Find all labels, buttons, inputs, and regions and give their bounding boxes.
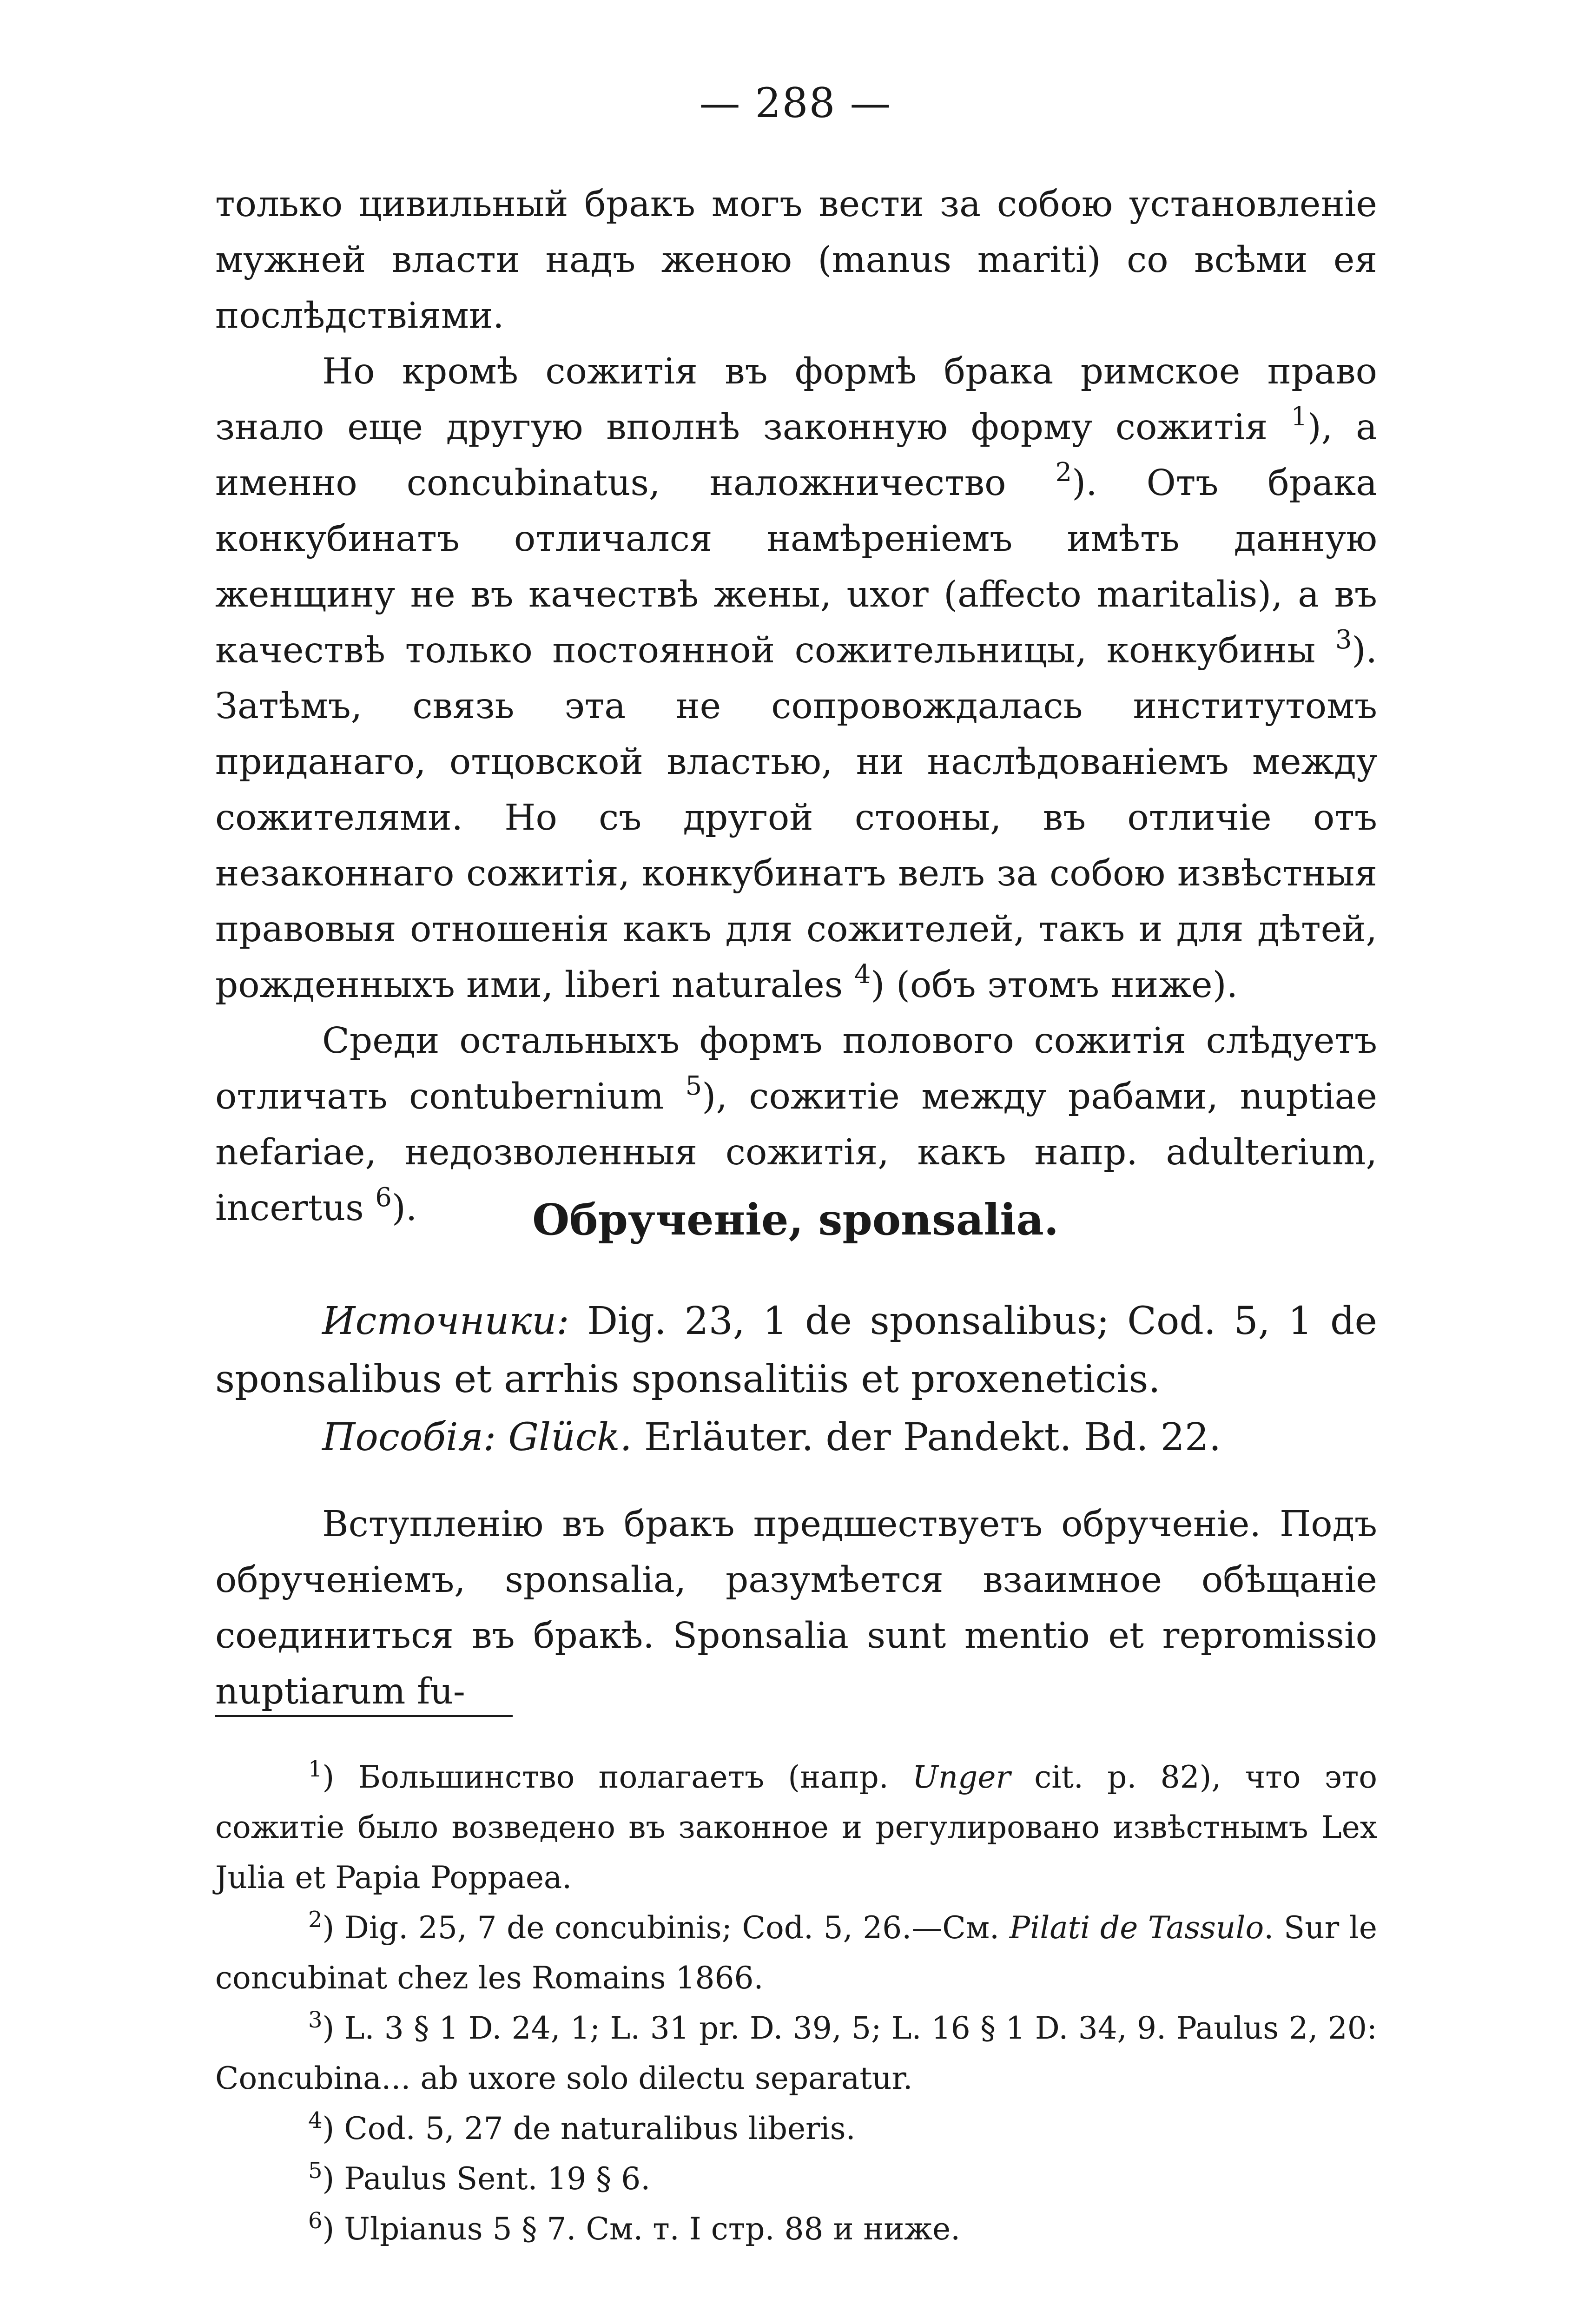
footnote-2-author: Pilati de Tassulo: [1009, 1910, 1264, 1946]
footnote-4-mark: 4: [308, 2107, 323, 2133]
footnote-5: [215, 2154, 1377, 2204]
footnote-1-text-a: ) Большинство полагаетъ (напр.: [322, 1759, 912, 1795]
footnote-1-author: Unger: [912, 1759, 1010, 1795]
footnote-1-mark: 1: [308, 1756, 323, 1782]
footnotes: [215, 1752, 1377, 2254]
footnote-ref-6: 6: [375, 1182, 392, 1213]
sources-line: [215, 1292, 1377, 1408]
main-text-2: [215, 1497, 1377, 1720]
footnote-6: [215, 2204, 1377, 2254]
footnote-2: [215, 1903, 1377, 2003]
footnote-ref-3: 3: [1335, 625, 1352, 655]
footnote-3: [215, 2003, 1377, 2104]
p2-text-1: Но кромѣ сожитія въ формѣ брака римское право знало еще другую вполнѣ законную форму сожитія: [215, 351, 1377, 448]
sources-block: [215, 1292, 1377, 1466]
footnote-1: [215, 1752, 1377, 1903]
footnote-ref-4: 4: [854, 959, 871, 990]
footnote-2-mark: 2: [308, 1907, 323, 1933]
footnote-6-mark: 6: [308, 2208, 323, 2234]
footnote-3-text: ) L. 3 § 1 D. 24, 1; L. 31 pr. D. 39, 5; L. 16 § 1 D. 34, 9. Paulus 2, 20: Concubina... ab uxore solo dilectu separatur.: [215, 2010, 1377, 2096]
main-text: [215, 177, 1377, 1236]
paragraph-1: только цивильный бракъ могъ вести за собою установленіе мужней власти надъ женою (manus mariti) со всѣми ея послѣдствіями.: [215, 184, 1377, 337]
footnote-ref-2: 2: [1055, 457, 1072, 488]
sources-label: Источники:: [322, 1299, 569, 1343]
footnote-4-text: ) Cod. 5, 27 de naturalibus liberis.: [322, 2111, 856, 2146]
aids-author: Glück.: [496, 1415, 632, 1459]
aids-line: [215, 1408, 1377, 1466]
p2-text-5: ) (объ этомъ ниже).: [871, 964, 1238, 1006]
footnote-4: [215, 2104, 1377, 2154]
paragraph-4: Вступленію въ бракъ предшествуетъ обрученіе. Подъ обрученіемъ, sponsalia, разумѣется взаимное обѣщаніе соединиться въ бракѣ. Sponsalia sunt mentio et repromissio nuptiarum fu-: [215, 1504, 1377, 1712]
footnote-5-mark: 5: [308, 2158, 323, 2184]
footnote-divider: [215, 1715, 513, 1717]
sources-text: Dig. 23, 1 de sponsalibus; Cod. 5, 1 de sponsalibus et arrhis sponsalitiis et proxeneticis.: [215, 1299, 1377, 1401]
paragraph-2: [215, 344, 1377, 1013]
footnote-2-text-a: ) Dig. 25, 7 de concubinis; Cod. 5, 26.—См.: [322, 1910, 1010, 1946]
aids-text: Erläuter. der Pandekt. Bd. 22.: [632, 1415, 1221, 1459]
footnote-6-text: ) Ulpianus 5 § 7. См. т. I стр. 88 и ниже.: [322, 2211, 961, 2247]
footnote-5-text: ) Paulus Sent. 19 § 6.: [322, 2161, 651, 2197]
aids-label: Пособія:: [322, 1415, 496, 1459]
p3-text-3: ).: [391, 1188, 417, 1229]
footnote-3-mark: 3: [308, 2007, 323, 2033]
footnote-ref-5: 5: [685, 1071, 702, 1101]
p2-text-2: ), а именно concubinatus, наложничество: [215, 407, 1377, 504]
footnote-1-text-b: cit. p. 82), что это сожитіе было возведено въ законное и регулировано извѣстнымъ Lex Julia et Papia Poppaea.: [215, 1759, 1377, 1895]
page-number: — 288 —: [699, 79, 892, 127]
p2-text-3: ). Отъ брака конкубинатъ отличался намѣреніемъ имѣть данную женщину не въ качествѣ жены, uxor (affecto maritalis), а въ качествѣ только постоянной сожительницы, конкубины: [215, 462, 1377, 671]
p2-text-4: ). Затѣмъ, связь эта не сопровождалась институтомъ приданаго, отцовской властью, ни наслѣдованіемъ между сожителями. Но съ другой стооны, въ отличіе отъ незаконнаго сожитія, конкубинатъ велъ за собою извѣстныя правовыя отношенія какъ для сожителей, такъ и для дѣтей, рожденныхъ ими, liberi naturales: [215, 630, 1377, 1006]
p3-text-1: Среди остальныхъ формъ полового сожитія слѣдуетъ отличать contubernium: [215, 1020, 1377, 1117]
section-heading: Обрученіе, sponsalia.: [532, 1195, 1059, 1245]
footnote-2-text-b: . Sur le concubinat chez les Romains 1866.: [215, 1910, 1377, 1996]
p3-text-2: ), сожитіе между рабами, nuptiae nefariae, недозволенныя сожитія, какъ напр. adulterium, incertus: [215, 1076, 1377, 1229]
footnote-ref-1: 1: [1291, 402, 1307, 432]
